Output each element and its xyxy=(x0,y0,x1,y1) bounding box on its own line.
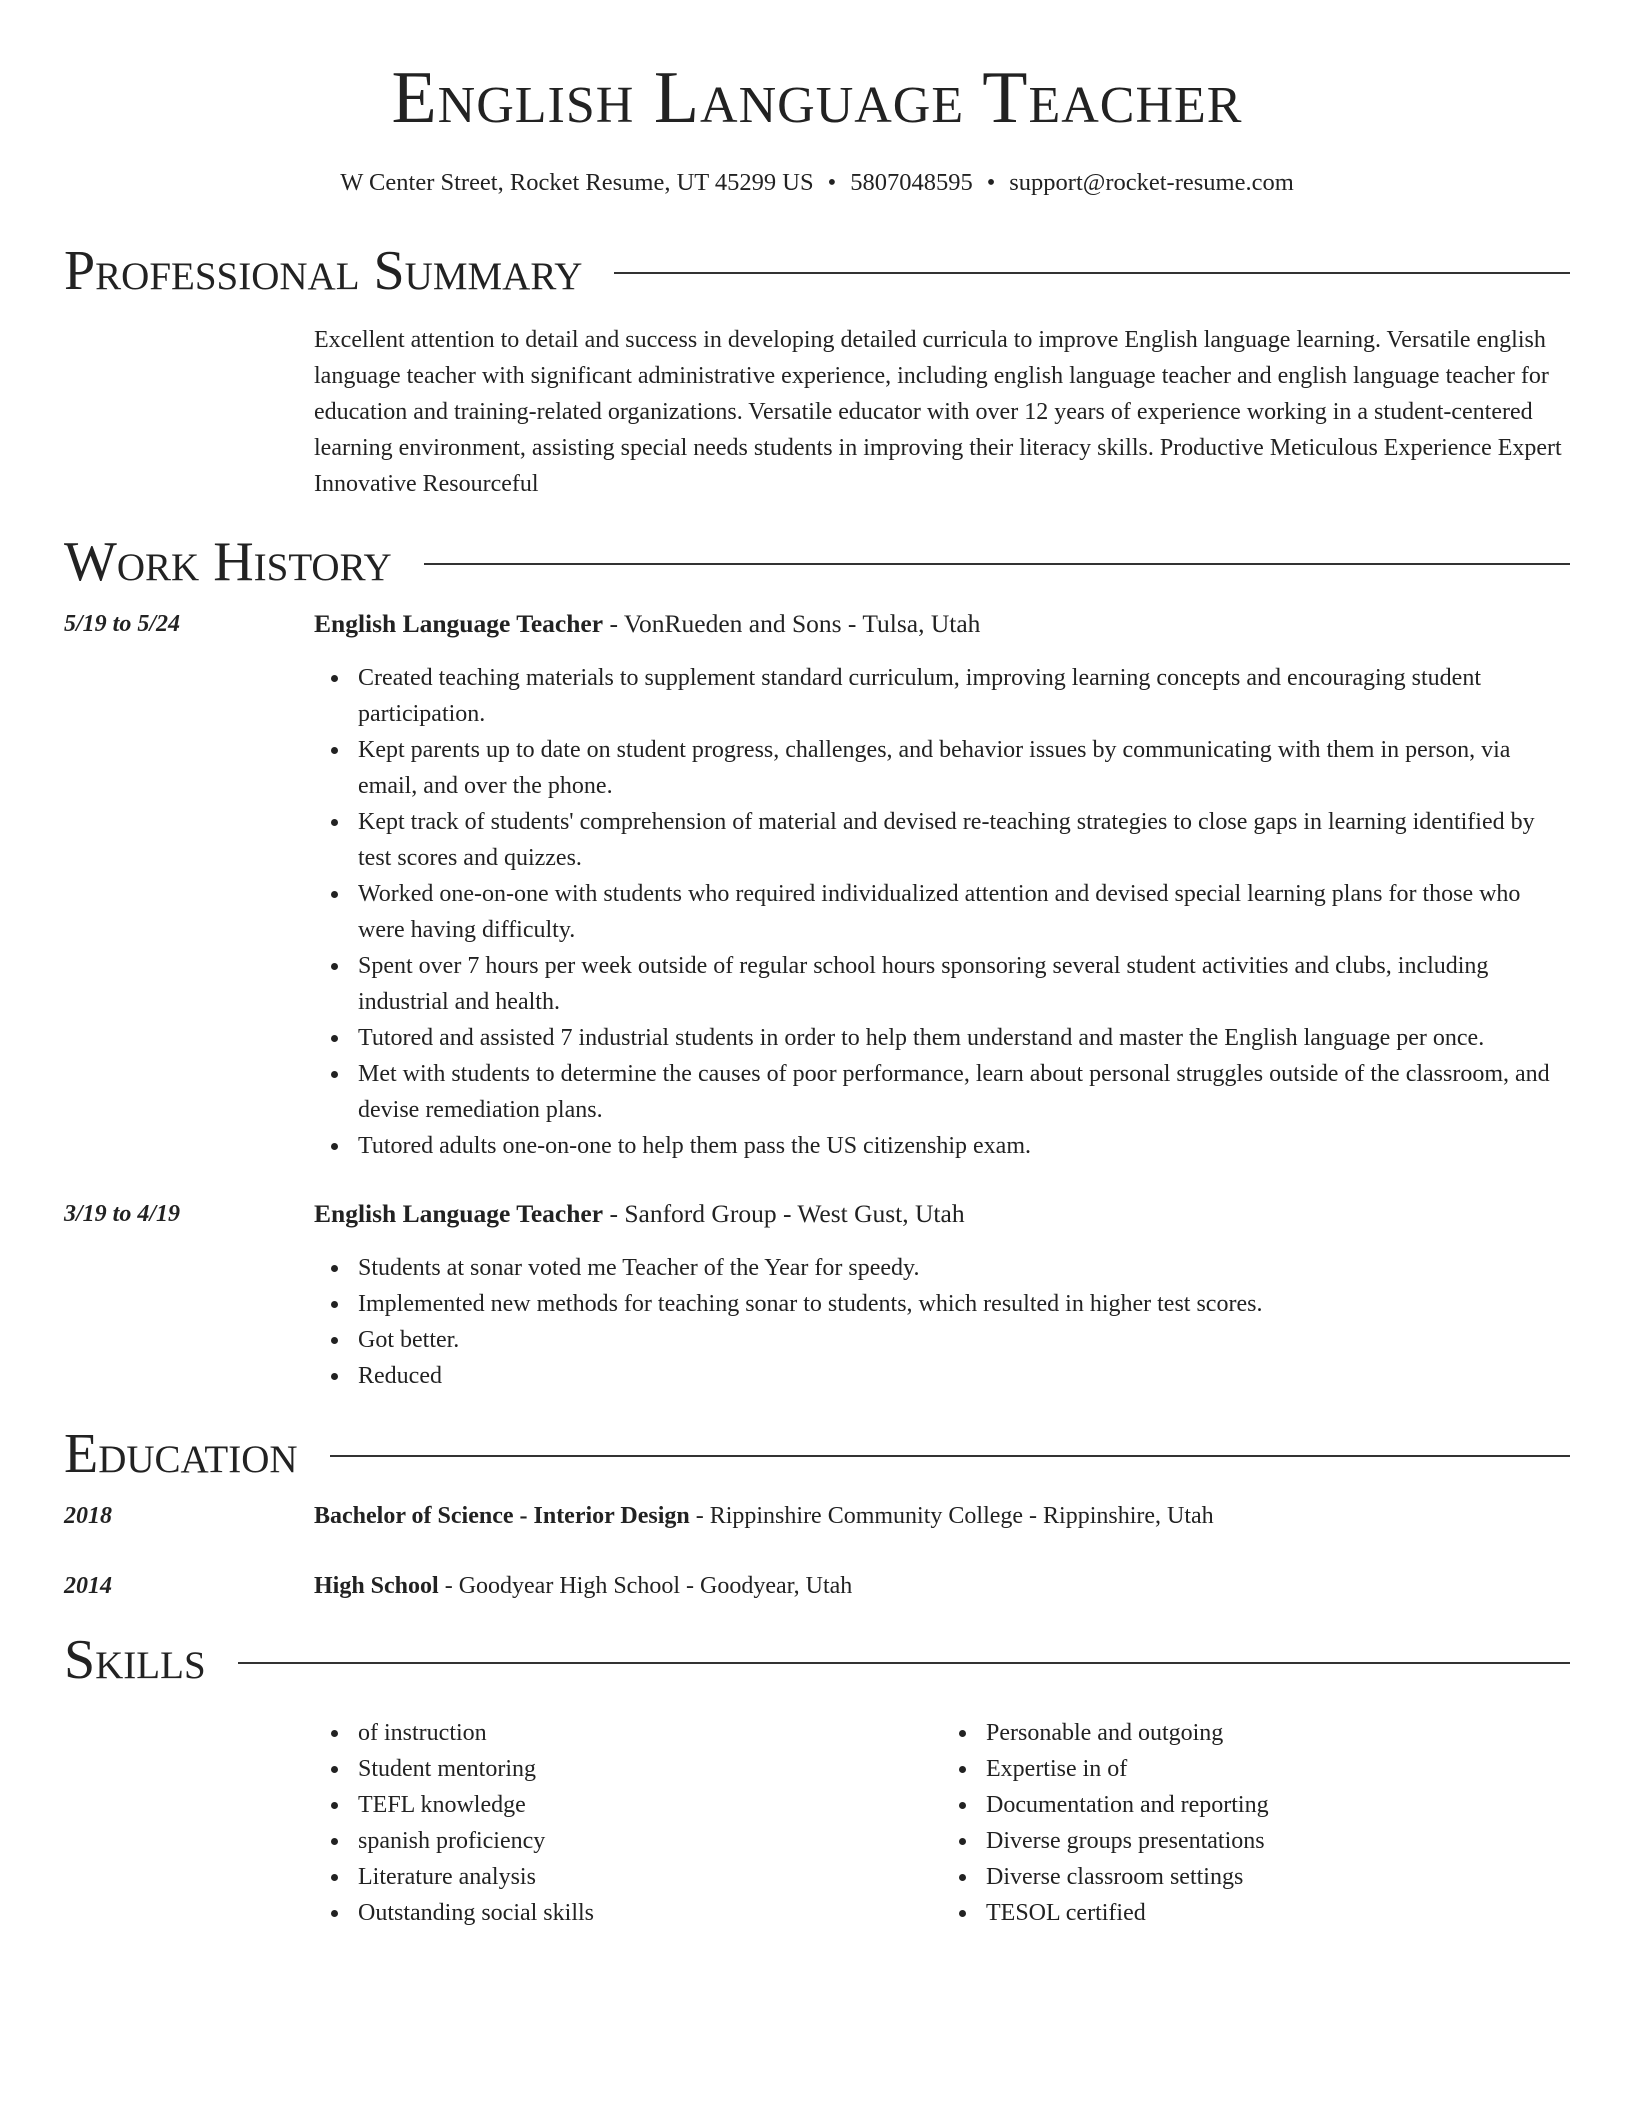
skills-columns xyxy=(314,1715,1570,1931)
job-heading xyxy=(314,1196,1570,1232)
section-divider xyxy=(330,1455,1570,1457)
job-bullet: Reduced xyxy=(358,1358,1570,1394)
education-heading: Education xyxy=(64,1423,298,1486)
job-bullet: Met with students to determine the causes of poor performance, learn about personal struggles outside of the classroom, and devise remediation plans. xyxy=(358,1056,1570,1128)
skill-item: Expertise in of xyxy=(986,1751,1570,1787)
education-degree: High School xyxy=(314,1573,439,1600)
contact-line xyxy=(64,167,1570,199)
job-bullets xyxy=(314,1250,1570,1394)
summary-row xyxy=(64,322,1570,502)
contact-phone: 5807048595 xyxy=(850,169,973,197)
education-details: - Goodyear High School - Goodyear, Utah xyxy=(438,1573,853,1600)
job-title: English Language Teacher xyxy=(314,1199,604,1229)
skill-item: Literature analysis xyxy=(358,1859,942,1895)
education-details: - Rippinshire Community College - Rippinshire, Utah xyxy=(689,1503,1214,1530)
job-bullet: Tutored and assisted 7 industrial students in order to help them understand and master the English language per once. xyxy=(358,1020,1570,1056)
job-bullet: Implemented new methods for teaching sonar to students, which resulted in higher test scores. xyxy=(358,1286,1570,1322)
education-section-header xyxy=(64,1422,1570,1486)
education-year: 2014 xyxy=(64,1573,112,1600)
resume-name: English Language Teacher xyxy=(391,57,1243,139)
job-entry xyxy=(64,606,1570,1164)
section-divider xyxy=(238,1662,1570,1664)
contact-address: W Center Street, Rocket Resume, UT 45299 US xyxy=(340,169,814,197)
skills-heading: Skills xyxy=(64,1629,206,1692)
job-details: - VonRueden and Sons - Tulsa, Utah xyxy=(603,609,981,639)
education-entry xyxy=(64,1568,1570,1604)
skills-list-left xyxy=(314,1715,942,1931)
job-bullet: Kept parents up to date on student progress, challenges, and behavior issues by communicating with them in person, via email, and over the phone. xyxy=(358,732,1570,804)
job-heading xyxy=(314,606,1570,642)
job-title: English Language Teacher xyxy=(314,609,604,639)
job-entry xyxy=(64,1196,1570,1394)
section-divider xyxy=(614,272,1570,274)
job-bullet: Spent over 7 hours per week outside of regular school hours sponsoring several student activities and clubs, including industrial and health. xyxy=(358,948,1570,1020)
contact-email: support@rocket-resume.com xyxy=(1009,169,1294,197)
work-section-header xyxy=(64,530,1570,594)
section-divider xyxy=(424,563,1570,565)
summary-section-header xyxy=(64,239,1570,303)
job-bullet: Tutored adults one-on-one to help them pass the US citizenship exam. xyxy=(358,1128,1570,1164)
summary-heading: Professional Summary xyxy=(64,240,583,303)
work-heading: Work History xyxy=(64,530,392,593)
job-bullet: Students at sonar voted me Teacher of the Year for speedy. xyxy=(358,1250,1570,1286)
job-dates: 3/19 to 4/19 xyxy=(64,1201,181,1228)
skills-list-right xyxy=(942,1715,1570,1931)
skill-item: Personable and outgoing xyxy=(986,1715,1570,1751)
contact-separator: • xyxy=(827,169,837,197)
skill-item: of instruction xyxy=(358,1715,942,1751)
job-dates: 5/19 to 5/24 xyxy=(64,611,181,638)
job-bullet: Worked one-on-one with students who required individualized attention and devised special learning plans for those who were having difficulty. xyxy=(358,876,1570,948)
summary-text: Excellent attention to detail and success in developing detailed curricula to improve English language learning. Versatile english language teacher with significant administrative experience, including english language teacher and english language teacher for education and training-related organizations. Versatile educator with over 12 years of experience working in a student-centered learning environment, assisting special needs students in improving their literacy skills. Productive Meticulous Experience Expert Innovative Resourceful xyxy=(314,326,1562,497)
skill-item: Outstanding social skills xyxy=(358,1895,942,1931)
skill-item: Documentation and reporting xyxy=(986,1787,1570,1823)
education-entry xyxy=(64,1498,1570,1534)
contact-separator: • xyxy=(986,169,996,197)
skill-item: TEFL knowledge xyxy=(358,1787,942,1823)
skill-item: spanish proficiency xyxy=(358,1823,942,1859)
skill-item: Diverse classroom settings xyxy=(986,1859,1570,1895)
job-bullets xyxy=(314,660,1570,1164)
skills-section-header xyxy=(64,1628,1570,1692)
skills-row xyxy=(64,1715,1570,1931)
job-details: - Sanford Group - West Gust, Utah xyxy=(603,1199,965,1229)
job-bullet: Got better. xyxy=(358,1322,1570,1358)
education-year: 2018 xyxy=(64,1503,112,1530)
education-degree: Bachelor of Science - Interior Design xyxy=(314,1503,690,1530)
skill-item: Diverse groups presentations xyxy=(986,1823,1570,1859)
job-bullet: Created teaching materials to supplement standard curriculum, improving learning concepts and encouraging student participation. xyxy=(358,660,1570,732)
skill-item: Student mentoring xyxy=(358,1751,942,1787)
skill-item: TESOL certified xyxy=(986,1895,1570,1931)
job-bullet: Kept track of students' comprehension of material and devised re-teaching strategies to close gaps in learning identified by test scores and quizzes. xyxy=(358,804,1570,876)
